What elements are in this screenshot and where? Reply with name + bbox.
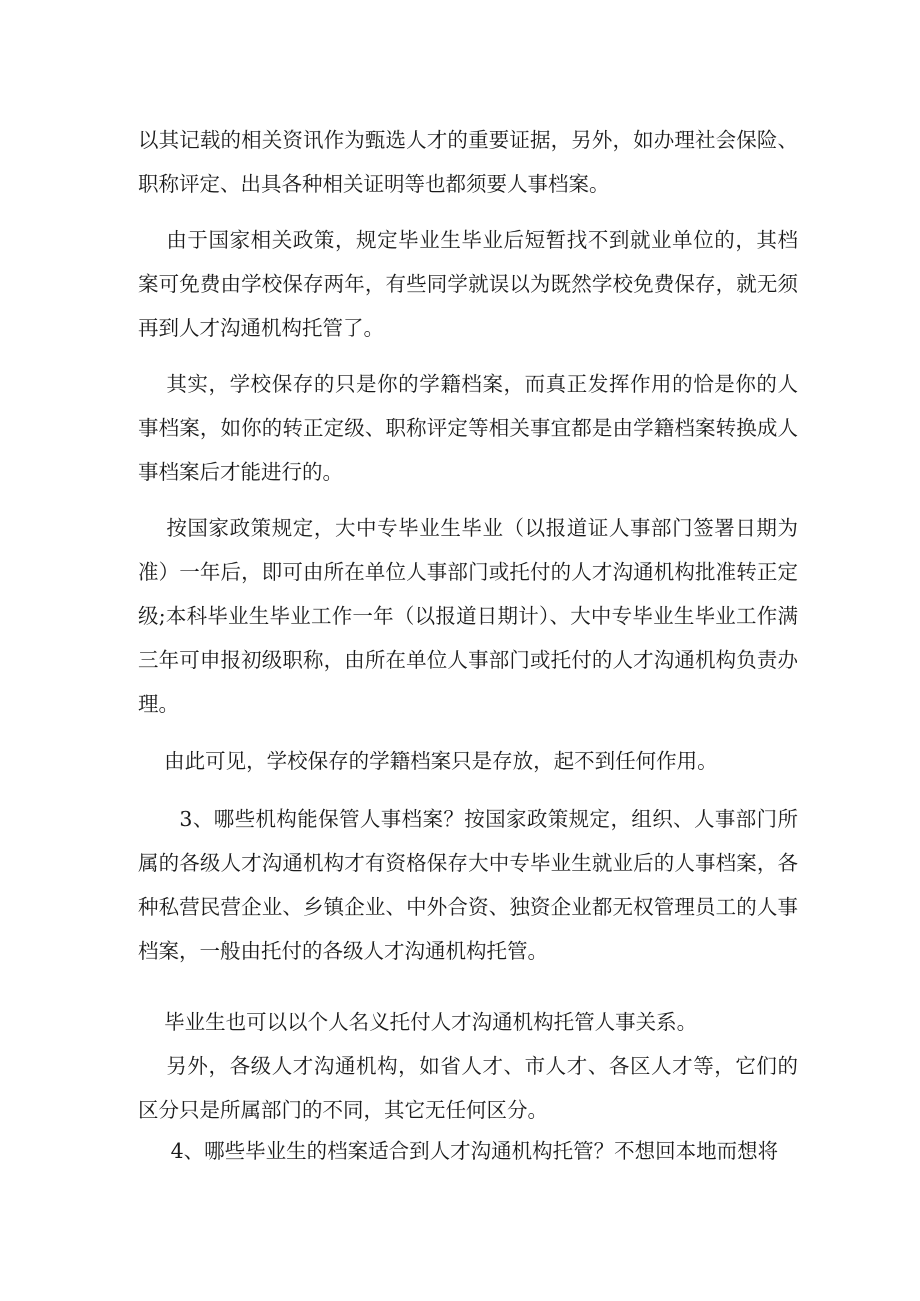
paragraph-2: 由于国家相关政策，规定毕业生毕业后短暂找不到就业单位的，其档案可免费由学校保存两年，有些同学就误以为既然学校免费保存，就无须再到人才沟通机构托管了。	[138, 228, 798, 340]
paragraph-1: 以其记载的相关资讯作为甄选人才的重要证据，另外，如办理社会保险、职称评定、出具各种相关证明等也都须要人事档案。	[138, 128, 798, 196]
paragraph-9: 4、哪些毕业生的档案适合到人才沟通机构托管？不想回本地而想将	[138, 1139, 779, 1163]
paragraph-4: 按国家政策规定，大中专毕业生毕业（以报道证人事部门签署日期为准）一年后，即可由所在单位人事部门或托付的人才沟通机构批准转正定级;本科毕业生毕业工作一年（以报道日期计）、大中专毕业生毕业工作满三年可申报初级职称，由所在单位人事部门或托付的人才沟通机构负责办理。	[138, 516, 798, 716]
paragraph-6: 3、哪些机构能保管人事档案？按国家政策规定，组织、人事部门所属的各级人才沟通机构才有资格保存大中专毕业生就业后的人事档案，各种私营民营企业、乡镇企业、中外合资、独资企业都无权管理员工的人事档案，一般由托付的各级人才沟通机构托管。	[138, 807, 798, 963]
paragraph-3: 其实，学校保存的只是你的学籍档案，而真正发挥作用的恰是你的人事档案，如你的转正定级、职称评定等相关事宜都是由学籍档案转换成人事档案后才能进行的。	[138, 372, 798, 484]
paragraph-7: 毕业生也可以以个人名义托付人才沟通机构托管人事关系。	[138, 1010, 698, 1034]
paragraph-8: 另外，各级人才沟通机构，如省人才、市人才、各区人才等，它们的区分只是所属部门的不同，其它无任何区分。	[138, 1054, 798, 1122]
paragraph-5: 由此可见，学校保存的学籍档案只是存放，起不到任何作用。	[138, 749, 718, 773]
